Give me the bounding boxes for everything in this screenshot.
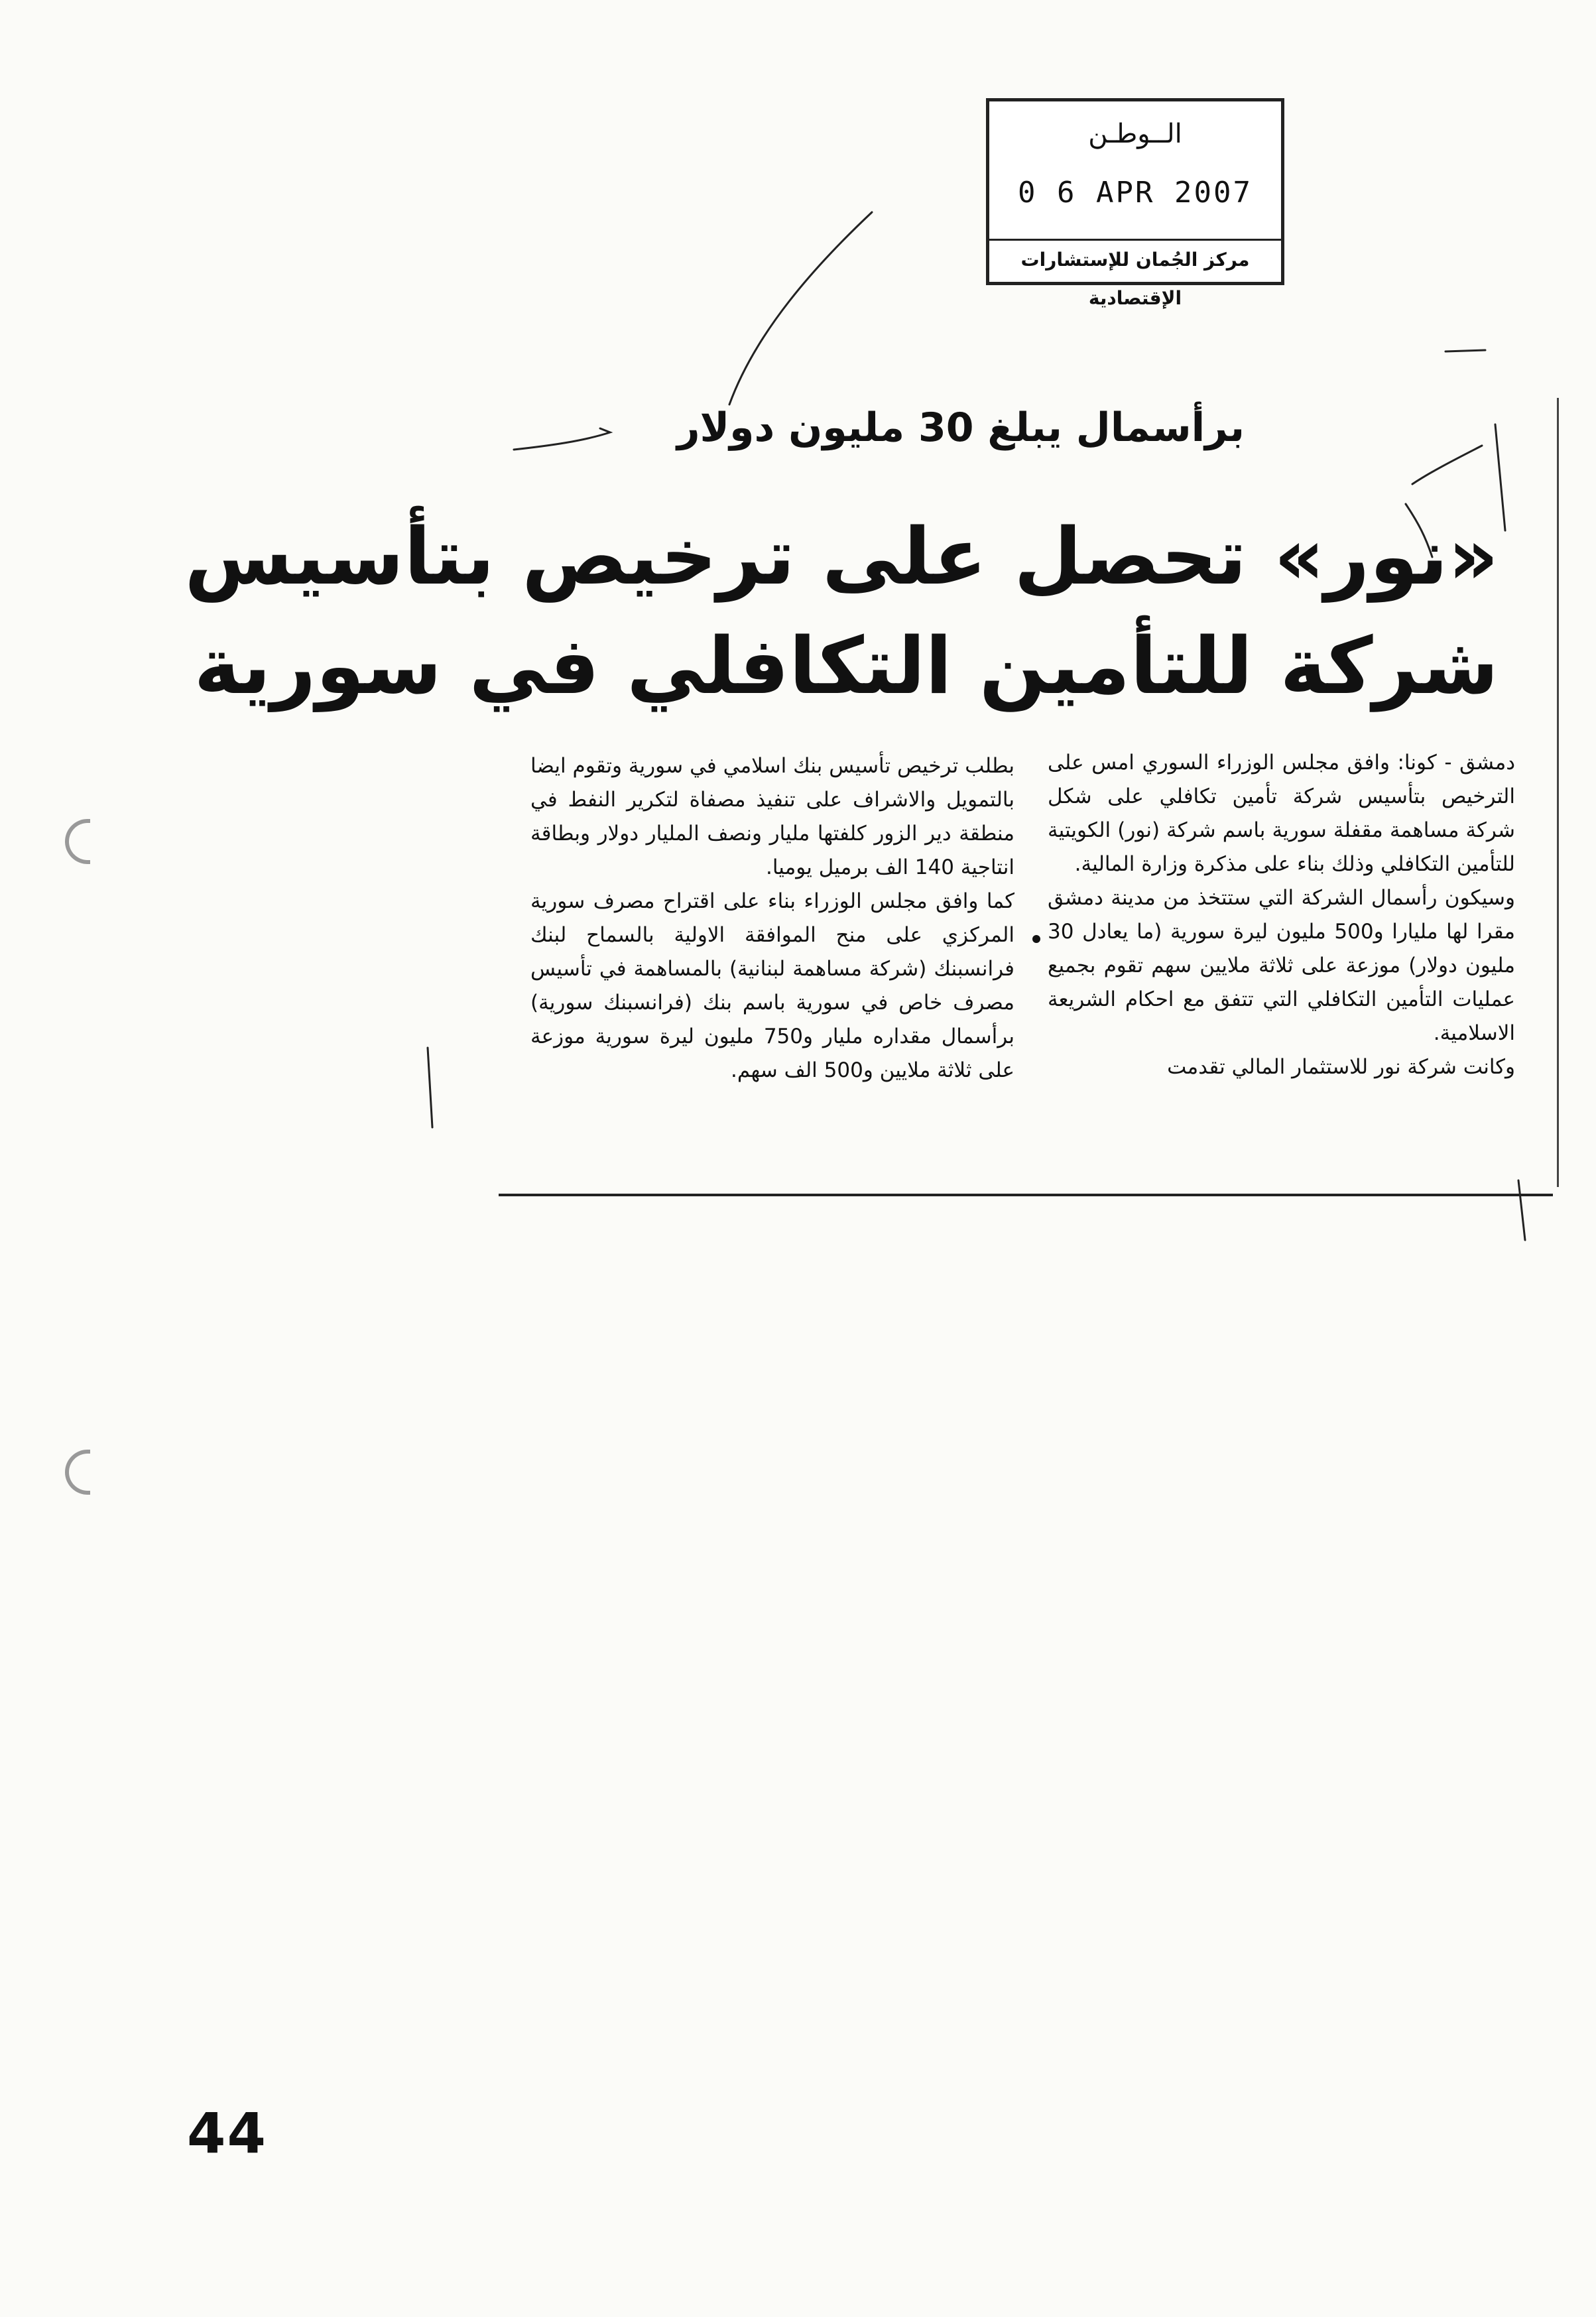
article-bottom-rule	[499, 1194, 1553, 1196]
paragraph: كما وافق مجلس الوزراء بناء على اقتراح مصرف سورية المركزي على منح الموافقة الاولية بالسماح لبنك فرانسبنك (شركة مساهمة لبنانية) بالمساهمة في تأسيس مصرف خاص في سورية باسم بنك (فرانسبنك سورية) برأسمال مقداره مليار و750 مليون ليرة سورية موزعة على ثلاثة ملايين و500 الف سهم.	[530, 889, 1014, 1082]
paragraph: وسيكون رأسمال الشركة التي ستتخذ من مدينة دمشق مقرا لها مليارا و500 مليون ليرة سورية (ما يعادل 30 مليون دولار) موزعة على ثلاثة ملايين سهم تقوم بجميع عمليات التأمين التكافلي التي تتفق مع احكام الشريعة الاسلامية.	[1048, 886, 1516, 1045]
page-number: 44	[187, 2101, 267, 2166]
paragraph-bullet	[1032, 935, 1040, 943]
headline-line-2: شركة للتأمين التكافلي في سورية	[194, 620, 1499, 712]
pen-stroke	[514, 428, 610, 450]
stamp-date: 0 6 APR 2007	[1018, 176, 1253, 210]
article-kicker: برأسمال يبلغ 30 مليون دولار	[676, 405, 1245, 451]
paragraph: وكانت شركة نور للاستثمار المالي تقدمت	[1167, 1055, 1515, 1079]
paragraph: دمشق - كونا: وافق مجلس الوزراء السوري امس على الترخيص بتأسيس شركة تأمين تكافلي على شكل شركة مساهمة مقفلة سورية باسم شركة (نور) الكويتية للتأمين التكافلي وذلك بناء على مذكرة وزارة المالية.	[1048, 751, 1515, 876]
pen-stroke	[1445, 350, 1485, 351]
paragraph: بطلب ترخيص تأسيس بنك اسلامي في سورية وتقوم ايضا بالتمويل والاشراف على تنفيذ مصفاة لتكرير النفط في منطقة دير الزور كلفتها مليار ونصف المليار دولار وبطاقة انتاجية 140 الف برميل يوميا.	[530, 754, 1014, 879]
pen-stroke	[729, 212, 872, 405]
article-column-right	[1048, 746, 1515, 1084]
pen-stroke	[428, 1048, 432, 1127]
headline-line-1: «نور» تحصل على ترخيص بتأسيس	[184, 511, 1499, 602]
pen-stroke	[1412, 446, 1482, 484]
article-column-left	[530, 749, 1014, 1088]
stamp-newspaper-name: الــوطـن	[1088, 119, 1182, 149]
stamp-center-name: مركز الجُمان للإستشارات الإقتصادية	[989, 239, 1281, 282]
pen-stroke	[1518, 1180, 1525, 1240]
column-rule	[1557, 398, 1559, 1187]
